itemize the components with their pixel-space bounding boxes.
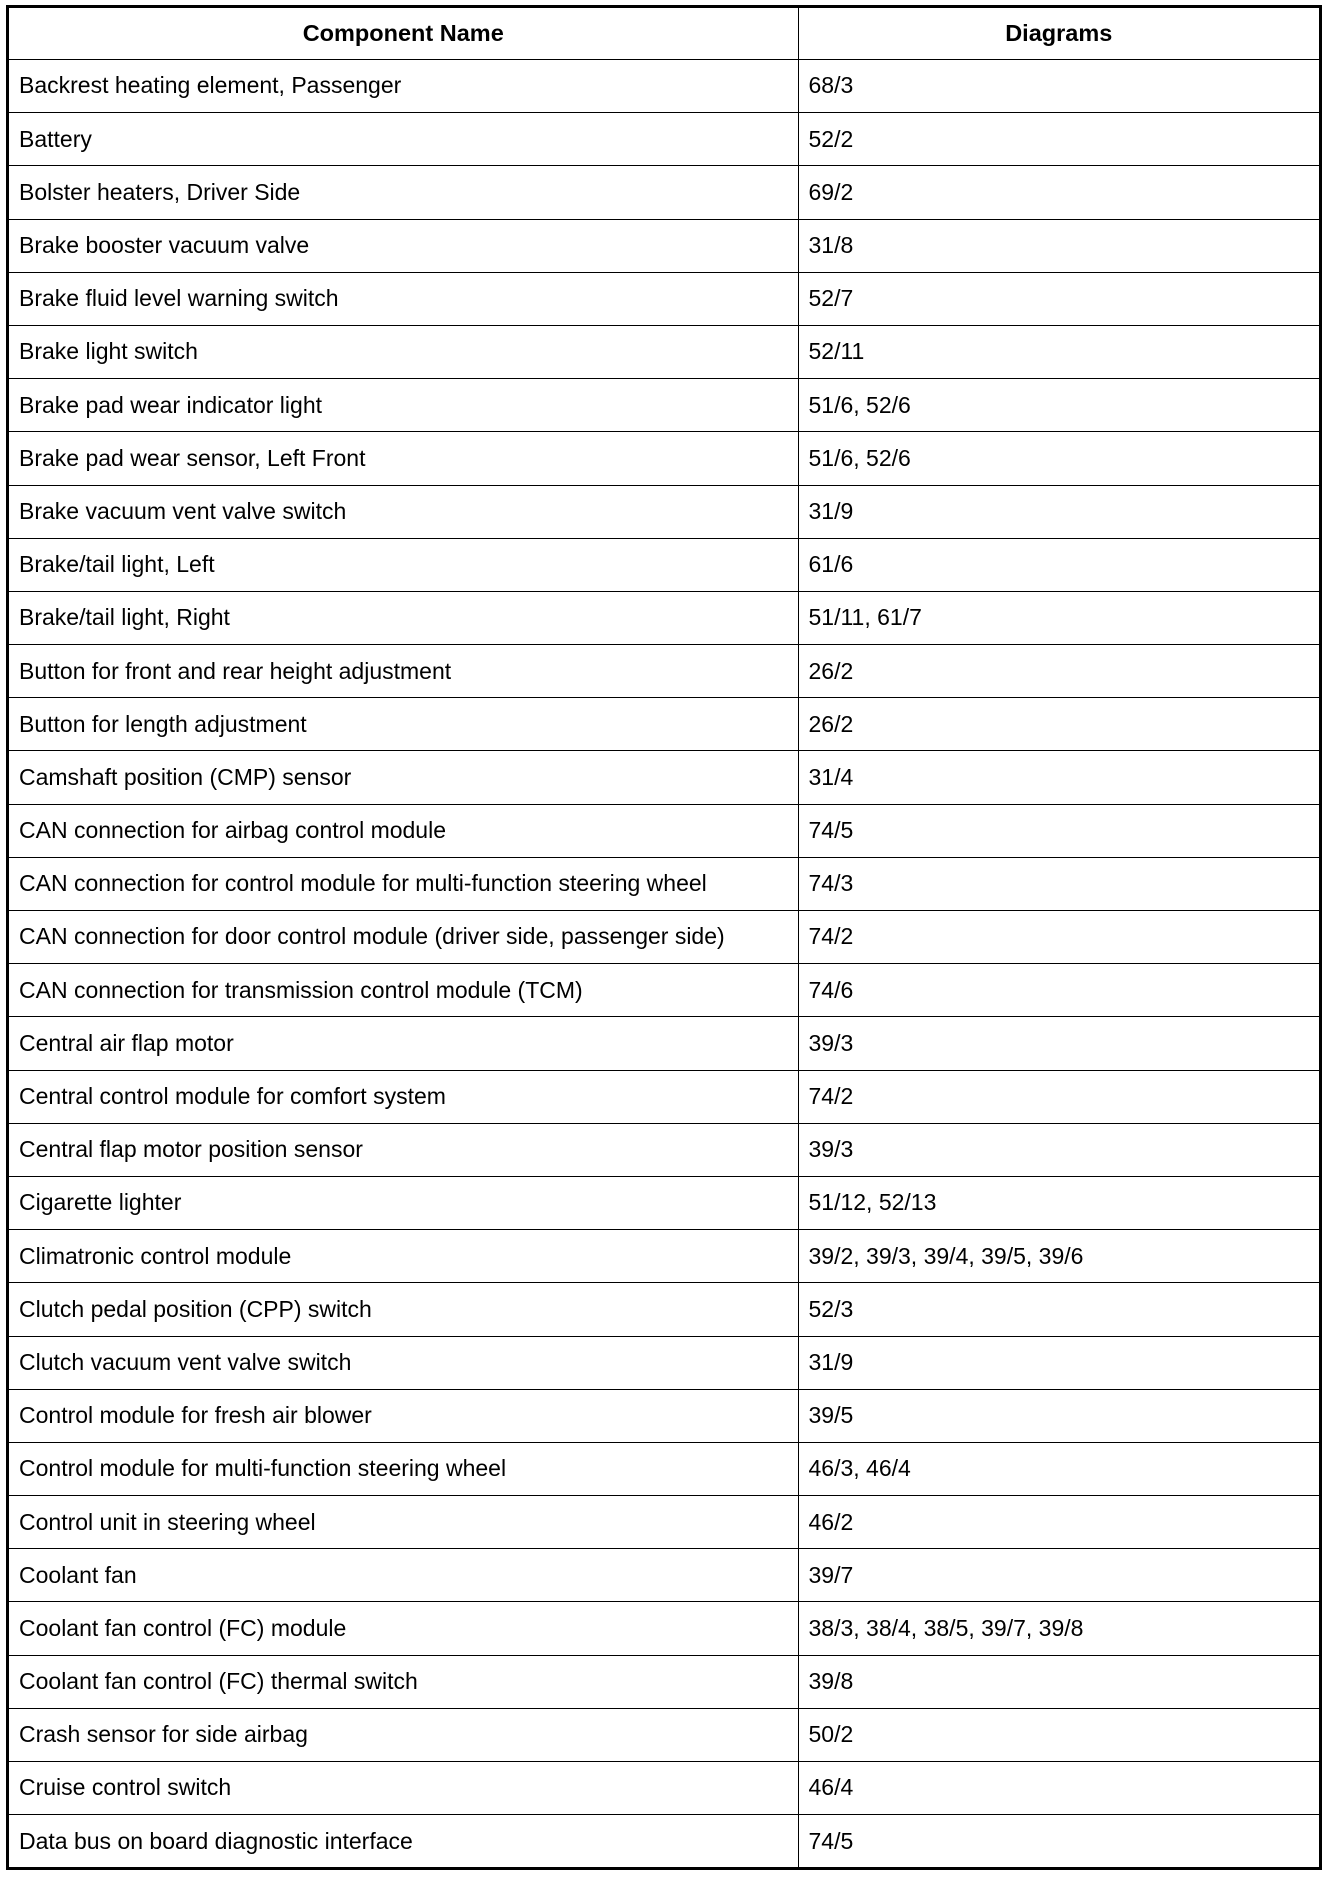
table-row	[9, 591, 1319, 644]
component-name-cell: Coolant fan	[9, 1549, 798, 1602]
table-row	[9, 272, 1319, 325]
component-name-cell: Brake fluid level warning switch	[9, 272, 798, 325]
diagrams-cell: 39/7	[798, 1549, 1319, 1602]
table-row	[9, 1708, 1319, 1761]
component-diagram-table	[6, 5, 1322, 1870]
diagrams-cell: 39/5	[798, 1389, 1319, 1442]
diagrams-cell: 51/6, 52/6	[798, 379, 1319, 432]
table-row	[9, 698, 1319, 751]
table-row	[9, 379, 1319, 432]
diagrams-cell: 61/6	[798, 538, 1319, 591]
component-name-cell: Brake pad wear sensor, Left Front	[9, 432, 798, 485]
component-name-cell: Coolant fan control (FC) thermal switch	[9, 1655, 798, 1708]
table-row	[9, 485, 1319, 538]
component-name-cell: Brake vacuum vent valve switch	[9, 485, 798, 538]
table-row	[9, 219, 1319, 272]
component-name-cell: CAN connection for airbag control module	[9, 804, 798, 857]
component-name-cell: Cigarette lighter	[9, 1176, 798, 1229]
component-name-cell: Brake pad wear indicator light	[9, 379, 798, 432]
table-row	[9, 1496, 1319, 1549]
component-name-cell: Central control module for comfort system	[9, 1070, 798, 1123]
diagrams-cell: 46/4	[798, 1762, 1319, 1815]
component-name-cell: Brake booster vacuum valve	[9, 219, 798, 272]
diagrams-cell: 38/3, 38/4, 38/5, 39/7, 39/8	[798, 1602, 1319, 1655]
diagrams-cell: 74/2	[798, 911, 1319, 964]
table-row	[9, 1123, 1319, 1176]
diagrams-cell: 74/3	[798, 857, 1319, 910]
table-row	[9, 432, 1319, 485]
component-name-cell: Coolant fan control (FC) module	[9, 1602, 798, 1655]
diagrams-cell: 39/2, 39/3, 39/4, 39/5, 39/6	[798, 1230, 1319, 1283]
diagrams-cell: 46/3, 46/4	[798, 1442, 1319, 1495]
component-name-cell: Camshaft position (CMP) sensor	[9, 751, 798, 804]
component-name-cell: Clutch vacuum vent valve switch	[9, 1336, 798, 1389]
table-body	[9, 60, 1319, 1868]
diagrams-cell: 31/8	[798, 219, 1319, 272]
diagrams-cell: 31/9	[798, 1336, 1319, 1389]
table-row	[9, 751, 1319, 804]
table-row	[9, 113, 1319, 166]
table-row	[9, 1017, 1319, 1070]
component-name-cell: Control module for fresh air blower	[9, 1389, 798, 1442]
component-name-cell: Control unit in steering wheel	[9, 1496, 798, 1549]
table-row	[9, 538, 1319, 591]
component-name-cell: Brake/tail light, Left	[9, 538, 798, 591]
table-row	[9, 1230, 1319, 1283]
table-row	[9, 1389, 1319, 1442]
table-row	[9, 911, 1319, 964]
table-row	[9, 1762, 1319, 1815]
diagrams-cell: 51/6, 52/6	[798, 432, 1319, 485]
component-name-cell: CAN connection for transmission control module (TCM)	[9, 964, 798, 1017]
table-row	[9, 645, 1319, 698]
diagrams-cell: 31/9	[798, 485, 1319, 538]
component-name-cell: Battery	[9, 113, 798, 166]
table-row	[9, 1336, 1319, 1389]
component-name-cell: Central flap motor position sensor	[9, 1123, 798, 1176]
header-component-name: Component Name	[9, 8, 798, 60]
component-name-cell: Climatronic control module	[9, 1230, 798, 1283]
diagrams-cell: 46/2	[798, 1496, 1319, 1549]
diagrams-cell: 31/4	[798, 751, 1319, 804]
component-name-cell: Cruise control switch	[9, 1762, 798, 1815]
component-name-cell: Control module for multi-function steering wheel	[9, 1442, 798, 1495]
diagrams-cell: 39/3	[798, 1017, 1319, 1070]
header-diagrams: Diagrams	[798, 8, 1319, 60]
table-row	[9, 964, 1319, 1017]
diagrams-cell: 51/11, 61/7	[798, 591, 1319, 644]
diagrams-cell: 74/5	[798, 1815, 1319, 1868]
diagrams-cell: 39/3	[798, 1123, 1319, 1176]
diagrams-cell: 52/7	[798, 272, 1319, 325]
component-name-cell: Brake light switch	[9, 325, 798, 378]
table-row	[9, 1655, 1319, 1708]
table-row	[9, 166, 1319, 219]
diagrams-cell: 26/2	[798, 698, 1319, 751]
component-name-cell: Central air flap motor	[9, 1017, 798, 1070]
component-name-cell: Backrest heating element, Passenger	[9, 60, 798, 113]
component-name-cell: Button for length adjustment	[9, 698, 798, 751]
diagrams-cell: 69/2	[798, 166, 1319, 219]
table-row	[9, 60, 1319, 113]
diagrams-cell: 68/3	[798, 60, 1319, 113]
table-header-row	[9, 8, 1319, 60]
diagrams-cell: 52/3	[798, 1283, 1319, 1336]
component-name-cell: CAN connection for door control module (driver side, passenger side)	[9, 911, 798, 964]
component-name-cell: Data bus on board diagnostic interface	[9, 1815, 798, 1868]
diagrams-cell: 52/11	[798, 325, 1319, 378]
component-name-cell: Button for front and rear height adjustment	[9, 645, 798, 698]
table-row	[9, 1070, 1319, 1123]
component-name-cell: Bolster heaters, Driver Side	[9, 166, 798, 219]
component-name-cell: Clutch pedal position (CPP) switch	[9, 1283, 798, 1336]
diagrams-cell: 51/12, 52/13	[798, 1176, 1319, 1229]
component-name-cell: Crash sensor for side airbag	[9, 1708, 798, 1761]
diagrams-cell: 74/6	[798, 964, 1319, 1017]
diagrams-cell: 39/8	[798, 1655, 1319, 1708]
diagrams-cell: 74/2	[798, 1070, 1319, 1123]
diagrams-cell: 50/2	[798, 1708, 1319, 1761]
table-row	[9, 1442, 1319, 1495]
diagrams-cell: 52/2	[798, 113, 1319, 166]
diagrams-cell: 26/2	[798, 645, 1319, 698]
table-row	[9, 857, 1319, 910]
table-row	[9, 1602, 1319, 1655]
table-row	[9, 1176, 1319, 1229]
diagrams-cell: 74/5	[798, 804, 1319, 857]
component-name-cell: Brake/tail light, Right	[9, 591, 798, 644]
table-row	[9, 1283, 1319, 1336]
component-table	[9, 8, 1319, 1867]
table-row	[9, 804, 1319, 857]
component-name-cell: CAN connection for control module for multi-function steering wheel	[9, 857, 798, 910]
table-row	[9, 1549, 1319, 1602]
table-row	[9, 1815, 1319, 1868]
table-row	[9, 325, 1319, 378]
